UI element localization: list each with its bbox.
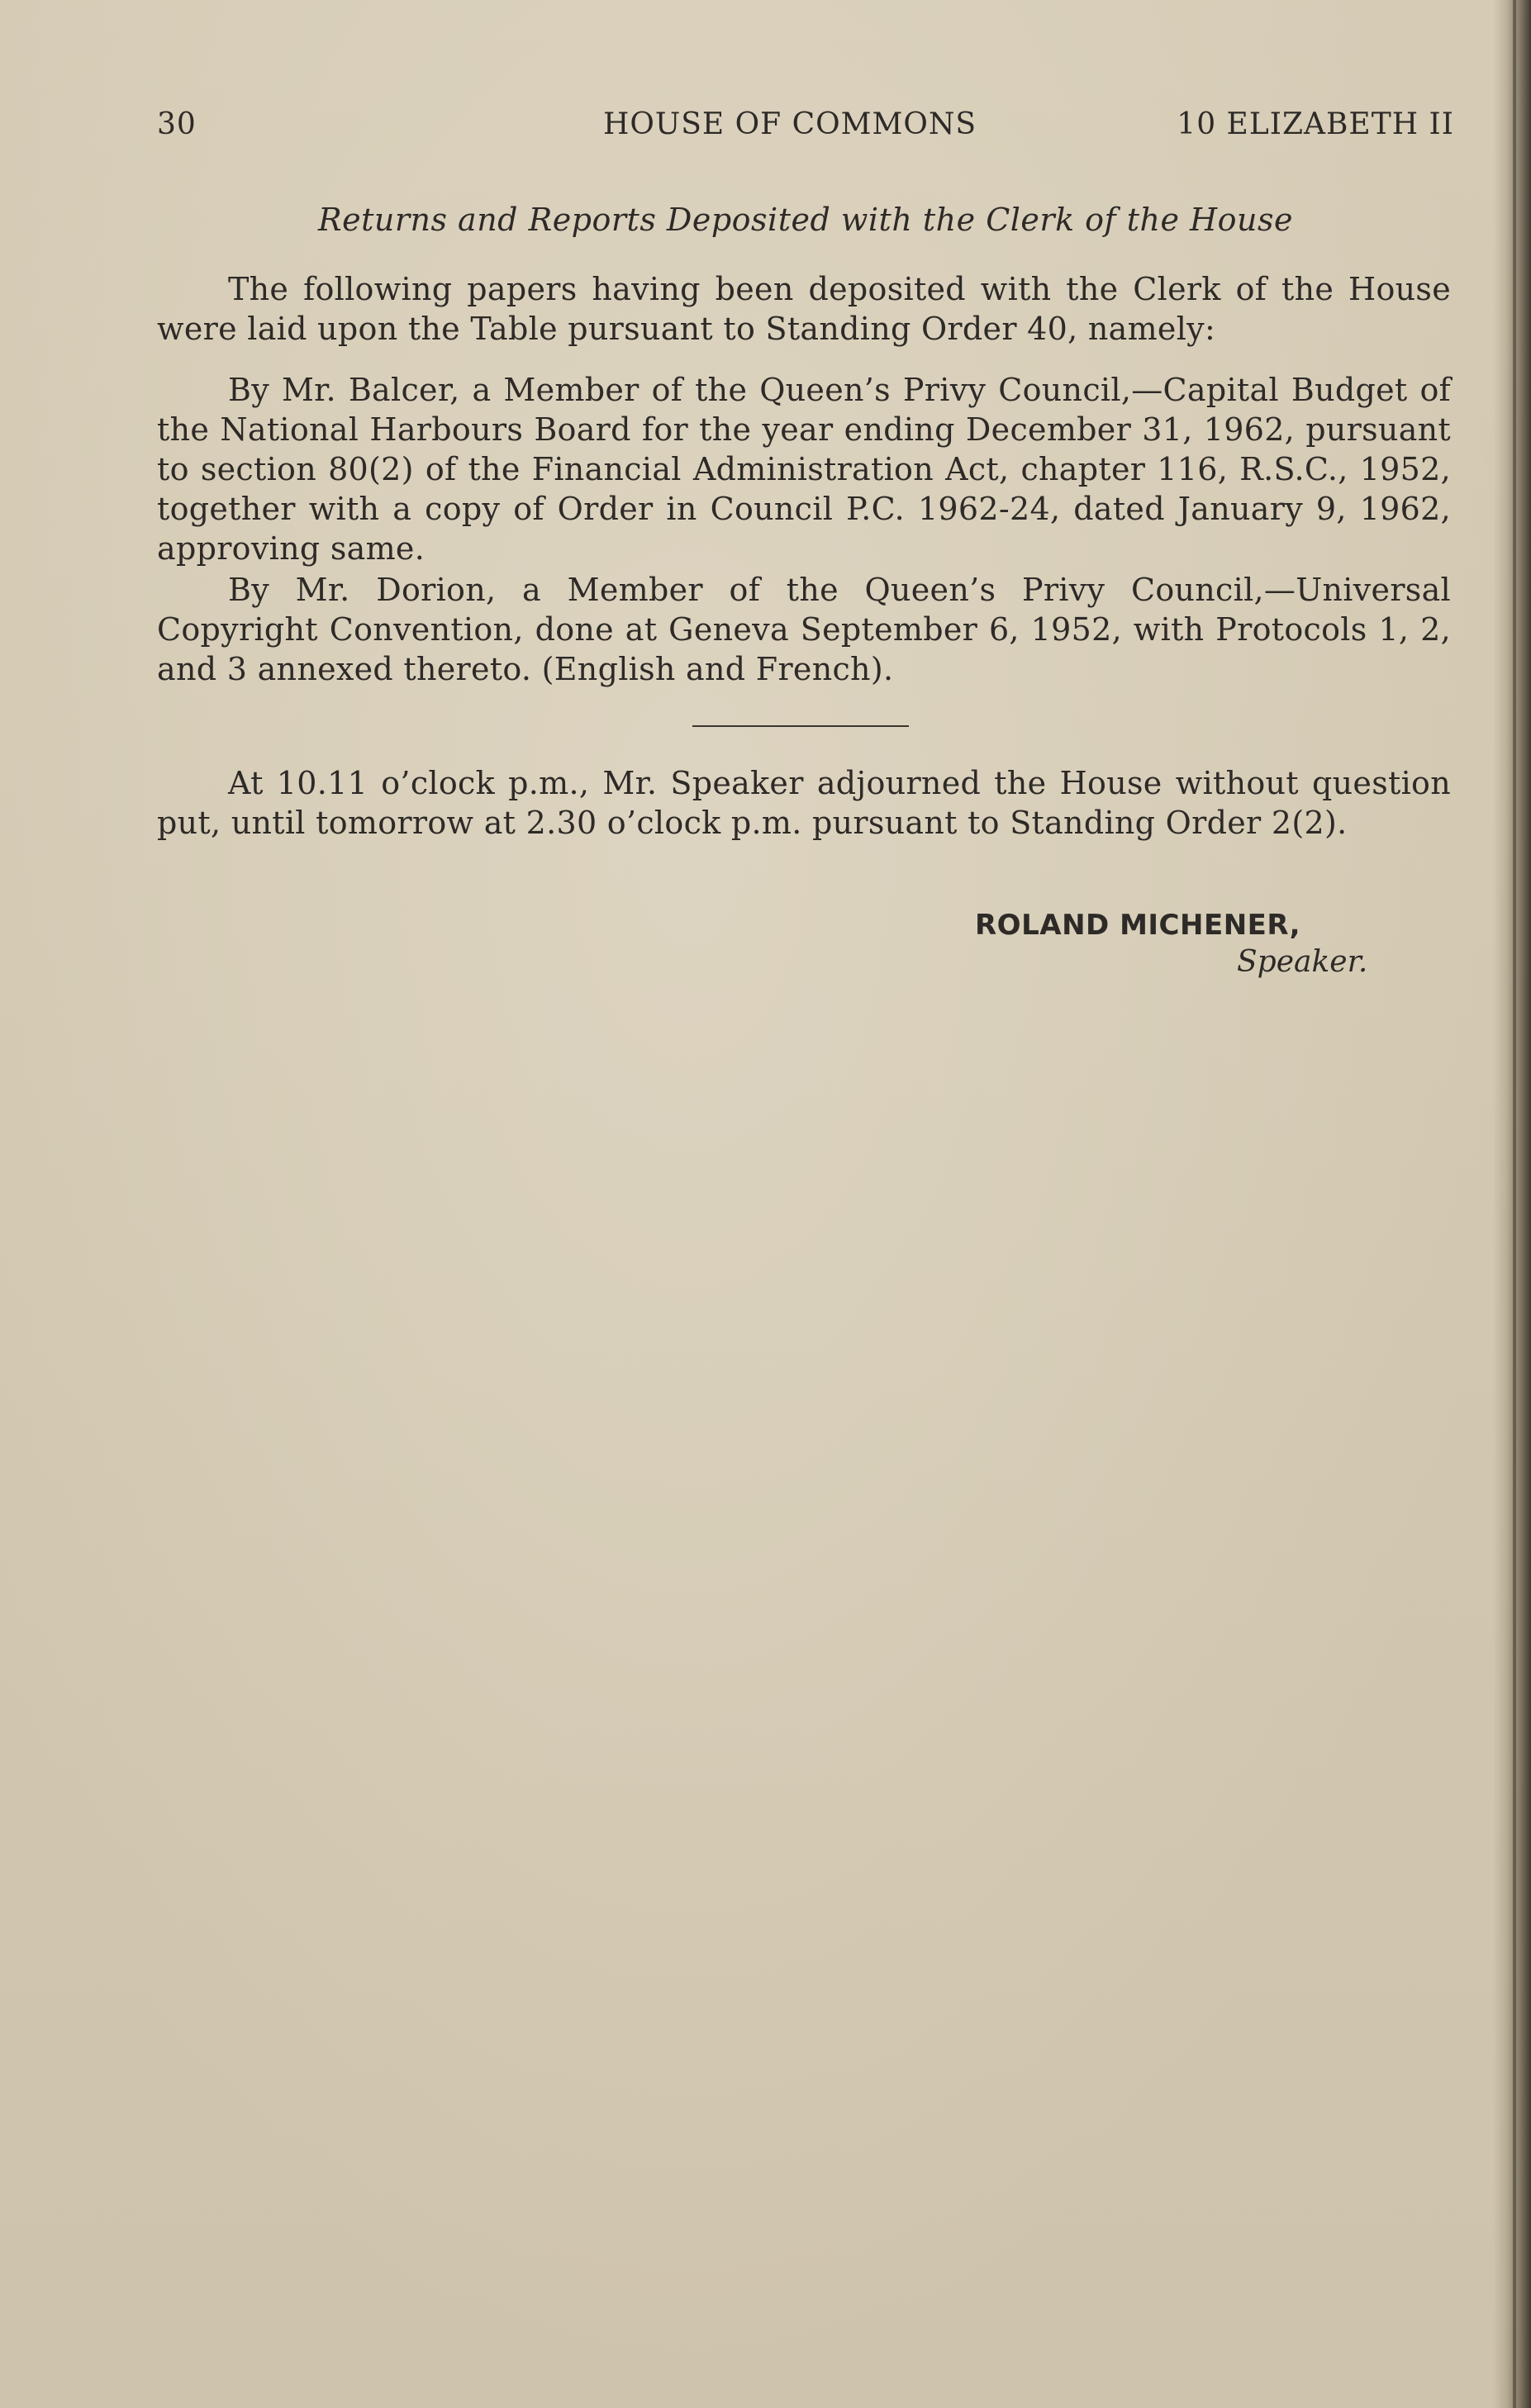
paragraph-dorion-return [157,570,1451,689]
paragraph-text: By Mr. Dorion, a Member of the Queen’s Privy Council,—Universal Copyright Convention, done at Geneva September 6, 1952, with Protocols 1, 2, and 3 annexed thereto. (English and French). [157,572,1451,687]
running-header [157,107,1454,149]
paragraph-adjournment [157,763,1451,843]
section-divider [692,725,909,727]
paragraph-deposited-papers [157,269,1451,349]
signature-block [975,909,1405,979]
signature-name: ROLAND MICHENER, [975,909,1301,942]
paragraph-text: At 10.11 o’clock p.m., Mr. Speaker adjourned the House without question put, until tomorrow at 2.30 o’clock p.m. pursuant to Standing Order 2(2). [157,765,1451,841]
page-binding-edge [1493,0,1531,2408]
signature-title: Speaker. [1237,945,1368,979]
paragraph-text: The following papers having been deposited with the Clerk of the House were laid upon the Table pursuant to Standing Order 40, namely: [157,271,1451,347]
page-binding-line [1513,0,1516,2408]
section-title: Returns and Reports Deposited with the Clerk of the House [317,202,1293,238]
header-regnal-year: 10 ELIZABETH II [1177,107,1454,141]
page-number: 30 [157,107,197,141]
paragraph-text: By Mr. Balcer, a Member of the Queen’s Privy Council,—Capital Budget of the National Harbours Board for the year ending December 31, 1962, pursuant to section 80(2) of the Financial Administration Act, chapter 116, R.S.C., 1952, together with a copy of Order in Council P.C. 1962-24, dated January 9, 1962, approving same. [157,372,1451,567]
paragraph-balcer-return [157,370,1451,568]
header-title: HOUSE OF COMMONS [603,107,977,141]
